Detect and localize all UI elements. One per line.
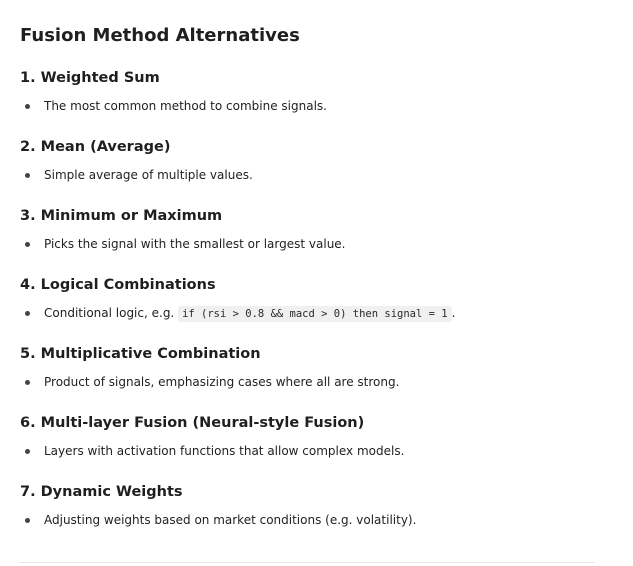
section-heading: 2. Mean (Average) bbox=[20, 139, 171, 155]
bullet-list bbox=[20, 166, 613, 184]
bullet-list bbox=[20, 235, 613, 253]
divider bbox=[20, 562, 595, 563]
bullet-dot-icon bbox=[25, 311, 30, 316]
bullet-dot-icon bbox=[25, 104, 30, 109]
section-heading: 7. Dynamic Weights bbox=[20, 484, 183, 500]
bullet-text: Picks the signal with the smallest or largest value. bbox=[44, 237, 346, 251]
bullet-text-suffix: . bbox=[451, 306, 456, 320]
section-multiplicative bbox=[20, 344, 613, 391]
section-dynamic-weights bbox=[20, 482, 613, 529]
bullet-dot-icon bbox=[25, 242, 30, 247]
list-item bbox=[20, 235, 613, 253]
bullet-text: Product of signals, emphasizing cases where all are strong. bbox=[44, 375, 400, 389]
bullet-list bbox=[20, 373, 613, 391]
section-min-max bbox=[20, 206, 613, 253]
section-logical bbox=[20, 275, 613, 323]
bullet-list bbox=[20, 304, 613, 323]
section-mean bbox=[20, 137, 613, 184]
bullet-text: Layers with activation functions that allow complex models. bbox=[44, 444, 405, 458]
section-heading: 3. Minimum or Maximum bbox=[20, 208, 223, 224]
bullet-dot-icon bbox=[25, 518, 30, 523]
section-multi-layer bbox=[20, 413, 613, 460]
list-item bbox=[20, 373, 613, 391]
bullet-dot-icon bbox=[25, 380, 30, 385]
bullet-list bbox=[20, 442, 613, 460]
section-weighted-sum bbox=[20, 68, 613, 115]
inline-code: if (rsi > 0.8 && macd > 0) then signal = 1 bbox=[178, 306, 452, 322]
bullet-dot-icon bbox=[25, 449, 30, 454]
list-item bbox=[20, 97, 613, 115]
bullet-list bbox=[20, 511, 613, 529]
bullet-dot-icon bbox=[25, 173, 30, 178]
bullet-text: The most common method to combine signals. bbox=[44, 99, 327, 113]
section-heading: 5. Multiplicative Combination bbox=[20, 346, 261, 362]
section-heading: 1. Weighted Sum bbox=[20, 70, 160, 86]
list-item bbox=[20, 304, 613, 323]
section-heading: 6. Multi-layer Fusion (Neural-style Fusion) bbox=[20, 415, 365, 431]
bullet-list bbox=[20, 97, 613, 115]
bullet-text: Adjusting weights based on market conditions (e.g. volatility). bbox=[44, 513, 417, 527]
page-title: Fusion Method Alternatives bbox=[20, 25, 300, 46]
list-item bbox=[20, 442, 613, 460]
bullet-text: Simple average of multiple values. bbox=[44, 168, 253, 182]
section-heading: 4. Logical Combinations bbox=[20, 277, 216, 293]
list-item bbox=[20, 511, 613, 529]
list-item bbox=[20, 166, 613, 184]
bullet-text-prefix: Conditional logic, e.g. bbox=[44, 306, 175, 320]
